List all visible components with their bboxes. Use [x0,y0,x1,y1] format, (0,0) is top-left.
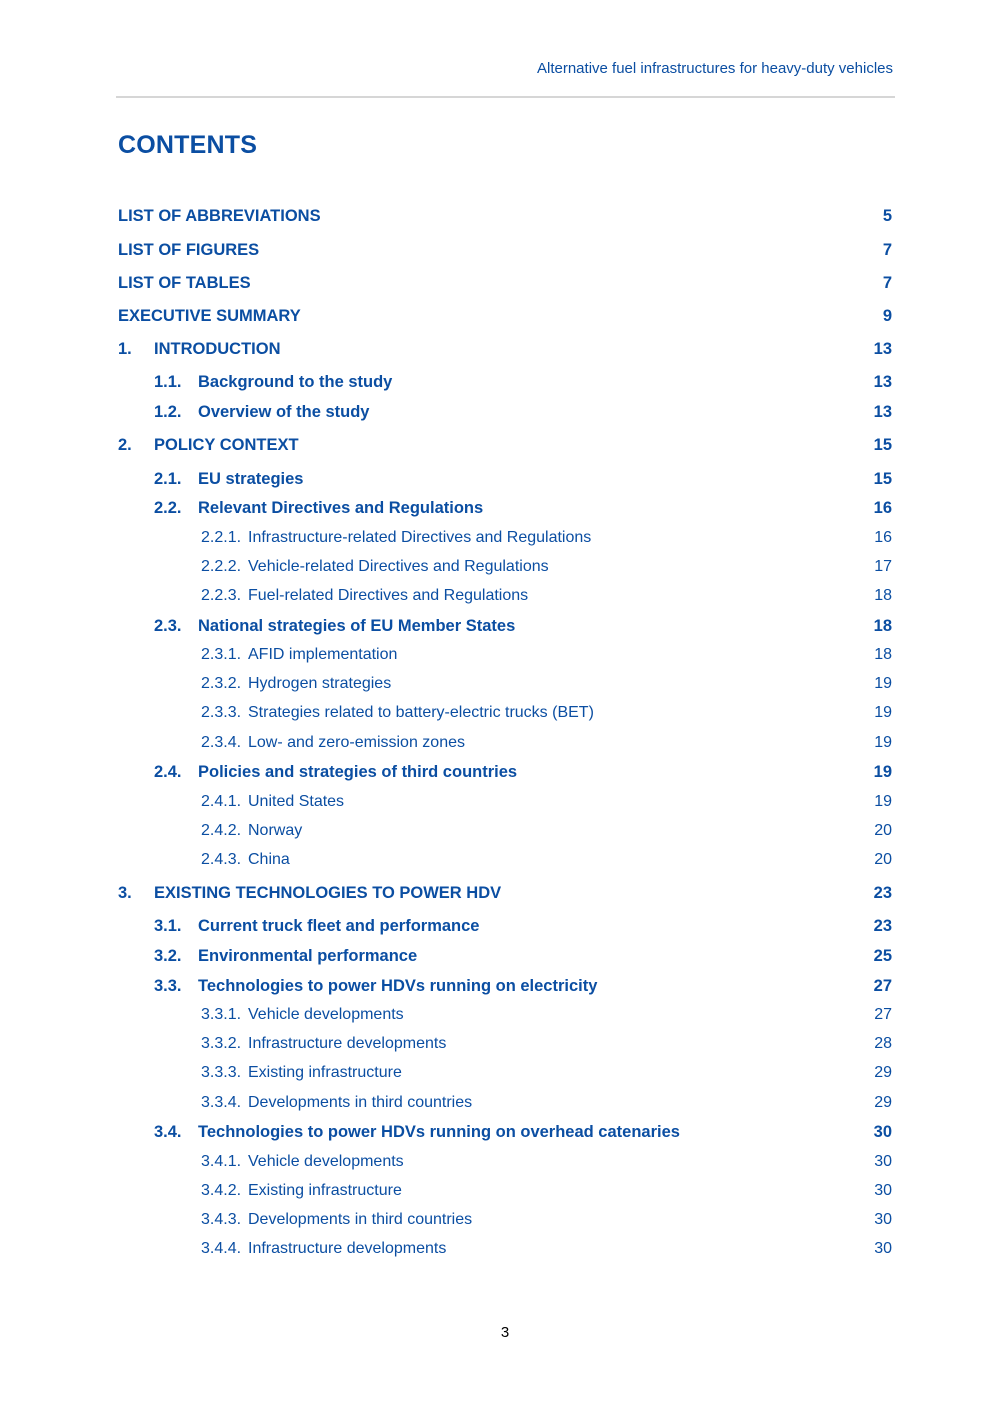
toc-entry-number: 2.2. [154,499,182,517]
toc-entry-number: 2.4. [154,763,182,781]
toc-entry-title: POLICY CONTEXT [154,436,299,454]
toc-entry-title: Relevant Directives and Regulations [198,499,484,517]
toc-entry-subsection-2-4-1[interactable] [0,790,992,814]
toc-entry-page: 20 [874,822,892,839]
toc-entry-section-3-4[interactable] [0,1120,992,1144]
toc-entry-title: Vehicle developments [248,1153,404,1170]
toc-entry-number: 3.3.3. [201,1064,242,1081]
toc-entry-number: 3.4.1. [201,1153,242,1170]
toc-entry-title: United States [248,793,345,810]
toc-entry-chapter-1[interactable] [0,337,992,361]
toc-entry-page: 30 [874,1153,892,1170]
toc-entry-subsection-3-4-3[interactable] [0,1208,992,1232]
toc-entry-title: LIST OF FIGURES [118,241,260,259]
toc-entry-title: Environmental performance [198,947,418,965]
toc-entry-title: LIST OF TABLES [118,274,251,292]
toc-entry-section-3-1[interactable] [0,914,992,938]
toc-entry-page: 18 [874,646,892,663]
toc-entry-page: 30 [874,1240,892,1257]
toc-entry-subsection-3-4-4[interactable] [0,1237,992,1261]
toc-entry-number: 3.1. [154,917,182,935]
toc-entry-page: 17 [874,558,892,575]
toc-entry-number: 3.4.3. [201,1211,242,1228]
toc-entry-page: 29 [874,1094,892,1111]
toc-entry-page: 19 [874,793,892,810]
toc-entry-page: 30 [874,1211,892,1228]
toc-entry-title: Existing infrastructure [248,1182,402,1199]
toc-entry-title: Technologies to power HDVs running on electricity [198,977,598,995]
toc-entry-page: 19 [873,763,892,781]
toc-entry-page: 25 [873,947,892,965]
toc-entry-page: 30 [874,1182,892,1199]
toc-entry-title: Existing infrastructure [248,1064,402,1081]
toc-entry-title: LIST OF ABBREVIATIONS [118,207,321,225]
toc-entry-page: 19 [874,734,892,751]
toc-entry-title: Current truck fleet and performance [198,917,480,935]
toc-entry-title: EU strategies [198,470,304,488]
toc-entry-page: 20 [874,851,892,868]
toc-entry-page: 27 [874,1006,892,1023]
toc-entry-page: 7 [882,241,892,259]
toc-entry-number: 3.3.4. [201,1094,242,1111]
toc-entry-title: National strategies of EU Member States [198,617,516,635]
toc-entry-number: 2.3.1. [201,646,242,663]
toc-entry-title: EXECUTIVE SUMMARY [118,307,301,325]
toc-entry-subsection-3-4-1[interactable] [0,1150,992,1174]
toc-entry-title: Infrastructure developments [248,1240,447,1257]
toc-entry-page: 16 [873,499,892,517]
toc-entry-title: Developments in third countries [248,1094,473,1111]
contents-heading: CONTENTS [118,131,258,159]
toc-entry-page: 5 [882,207,892,225]
toc-entry-title: China [248,851,290,868]
toc-entry-title: Fuel-related Directives and Regulations [248,587,529,604]
toc-entry-number: 2.3. [154,617,182,635]
toc-entry-number: 2.1. [154,470,182,488]
toc-entry-page: 28 [874,1035,892,1052]
toc-entry-title: Policies and strategies of third countries [198,763,518,781]
toc-entry-number: 3.4.4. [201,1240,242,1257]
toc-entry-subsection-2-2-1[interactable] [0,526,992,550]
toc-entry-title: Infrastructure developments [248,1035,447,1052]
toc-entry-number: 2. [118,436,132,454]
toc-entry-chapter-2[interactable] [0,433,992,457]
toc-entry-title: Vehicle developments [248,1006,404,1023]
toc-entry-section-2-3[interactable] [0,614,992,638]
toc-entry-subsection-3-3-2[interactable] [0,1032,992,1056]
toc-entry-subsection-3-3-4[interactable] [0,1091,992,1115]
toc-entry-section-3-3[interactable] [0,974,992,998]
toc-entry-number: 3. [118,884,132,902]
toc-entry-number: 2.3.2. [201,675,242,692]
toc-entry-number: 3.4. [154,1123,182,1141]
toc-entry-page: 23 [873,884,892,902]
toc-entry-section-2-4[interactable] [0,760,992,784]
toc-entry-title: EXISTING TECHNOLOGIES TO POWER HDV [154,884,502,902]
toc-entry-section-1-2[interactable] [0,400,992,424]
toc-entry-number: 3.4.2. [201,1182,242,1199]
toc-entry-chapter-3[interactable] [0,881,992,905]
toc-entry-number: 3.2. [154,947,182,965]
toc-entry-section-2-1[interactable] [0,467,992,491]
toc-entry-page: 13 [873,373,892,391]
toc-entry-executive-summary[interactable] [0,304,992,328]
toc-entry-number: 3.3.1. [201,1006,242,1023]
toc-entry-number: 2.2.2. [201,558,242,575]
toc-entry-section-2-2[interactable] [0,496,992,520]
toc-entry-page: 30 [873,1123,892,1141]
toc-entry-title: Strategies related to battery-electric trucks (BET) [248,704,594,721]
toc-entry-list-of-abbreviations[interactable] [0,204,992,228]
toc-entry-page: 18 [873,617,892,635]
toc-entry-title: AFID implementation [248,646,398,663]
toc-entry-page: 7 [882,274,892,292]
toc-entry-title: Norway [248,822,303,839]
toc-entry-page: 15 [873,436,892,454]
toc-entry-section-3-2[interactable] [0,944,992,968]
toc-entry-list-of-tables[interactable] [0,271,992,295]
toc-entry-page: 15 [873,470,892,488]
toc-entry-section-1-1[interactable] [0,370,992,394]
toc-entry-subsection-2-2-3[interactable] [0,584,992,608]
toc-entry-title: Developments in third countries [248,1211,473,1228]
toc-entry-number: 1.2. [154,403,182,421]
toc-entry-subsection-3-4-2[interactable] [0,1179,992,1203]
toc-entry-page: 16 [874,529,892,546]
toc-entry-subsection-2-4-3[interactable] [0,848,992,872]
toc-entry-title: Infrastructure-related Directives and Regulations [248,529,592,546]
toc-entry-page: 9 [882,307,892,325]
toc-entry-number: 2.2.1. [201,529,242,546]
toc-entry-number: 2.3.3. [201,704,242,721]
toc-entry-number: 3.3.2. [201,1035,242,1052]
toc-entry-number: 2.4.1. [201,793,242,810]
toc-entry-number: 2.4.2. [201,822,242,839]
running-header-title: Alternative fuel infrastructures for heavy-duty vehicles [537,60,893,77]
toc-entry-number: 2.2.3. [201,587,242,604]
toc-entry-number: 1. [118,340,132,358]
toc-entry-title: Overview of the study [198,403,370,421]
toc-entry-subsection-2-4-2[interactable] [0,819,992,843]
toc-entry-number: 3.3. [154,977,182,995]
toc-entry-number: 1.1. [154,373,182,391]
toc-entry-subsection-2-3-1[interactable] [0,643,992,667]
toc-entry-subsection-2-2-2[interactable] [0,555,992,579]
toc-entry-title: Low- and zero-emission zones [248,734,465,751]
toc-entry-number: 2.4.3. [201,851,242,868]
toc-entry-subsection-2-3-3[interactable] [0,701,992,725]
toc-entry-subsection-2-3-4[interactable] [0,731,992,755]
toc-entry-page: 13 [873,340,892,358]
toc-entry-page: 19 [874,704,892,721]
toc-entry-subsection-3-3-3[interactable] [0,1061,992,1085]
toc-entry-page: 23 [873,917,892,935]
page-number: 3 [500,1324,510,1341]
toc-entry-title: Hydrogen strategies [248,675,392,692]
toc-entry-subsection-3-3-1[interactable] [0,1003,992,1027]
toc-entry-page: 13 [873,403,892,421]
toc-entry-list-of-figures[interactable] [0,238,992,262]
toc-entry-title: Background to the study [198,373,393,391]
toc-entry-subsection-2-3-2[interactable] [0,672,992,696]
toc-entry-page: 29 [874,1064,892,1081]
toc-entry-title: INTRODUCTION [154,340,281,358]
toc-entry-page: 27 [873,977,892,995]
toc-entry-page: 18 [874,587,892,604]
toc-entry-page: 19 [874,675,892,692]
toc-entry-number: 2.3.4. [201,734,242,751]
toc-entry-title: Technologies to power HDVs running on overhead catenaries [198,1123,680,1141]
toc-entry-title: Vehicle-related Directives and Regulations [248,558,549,575]
